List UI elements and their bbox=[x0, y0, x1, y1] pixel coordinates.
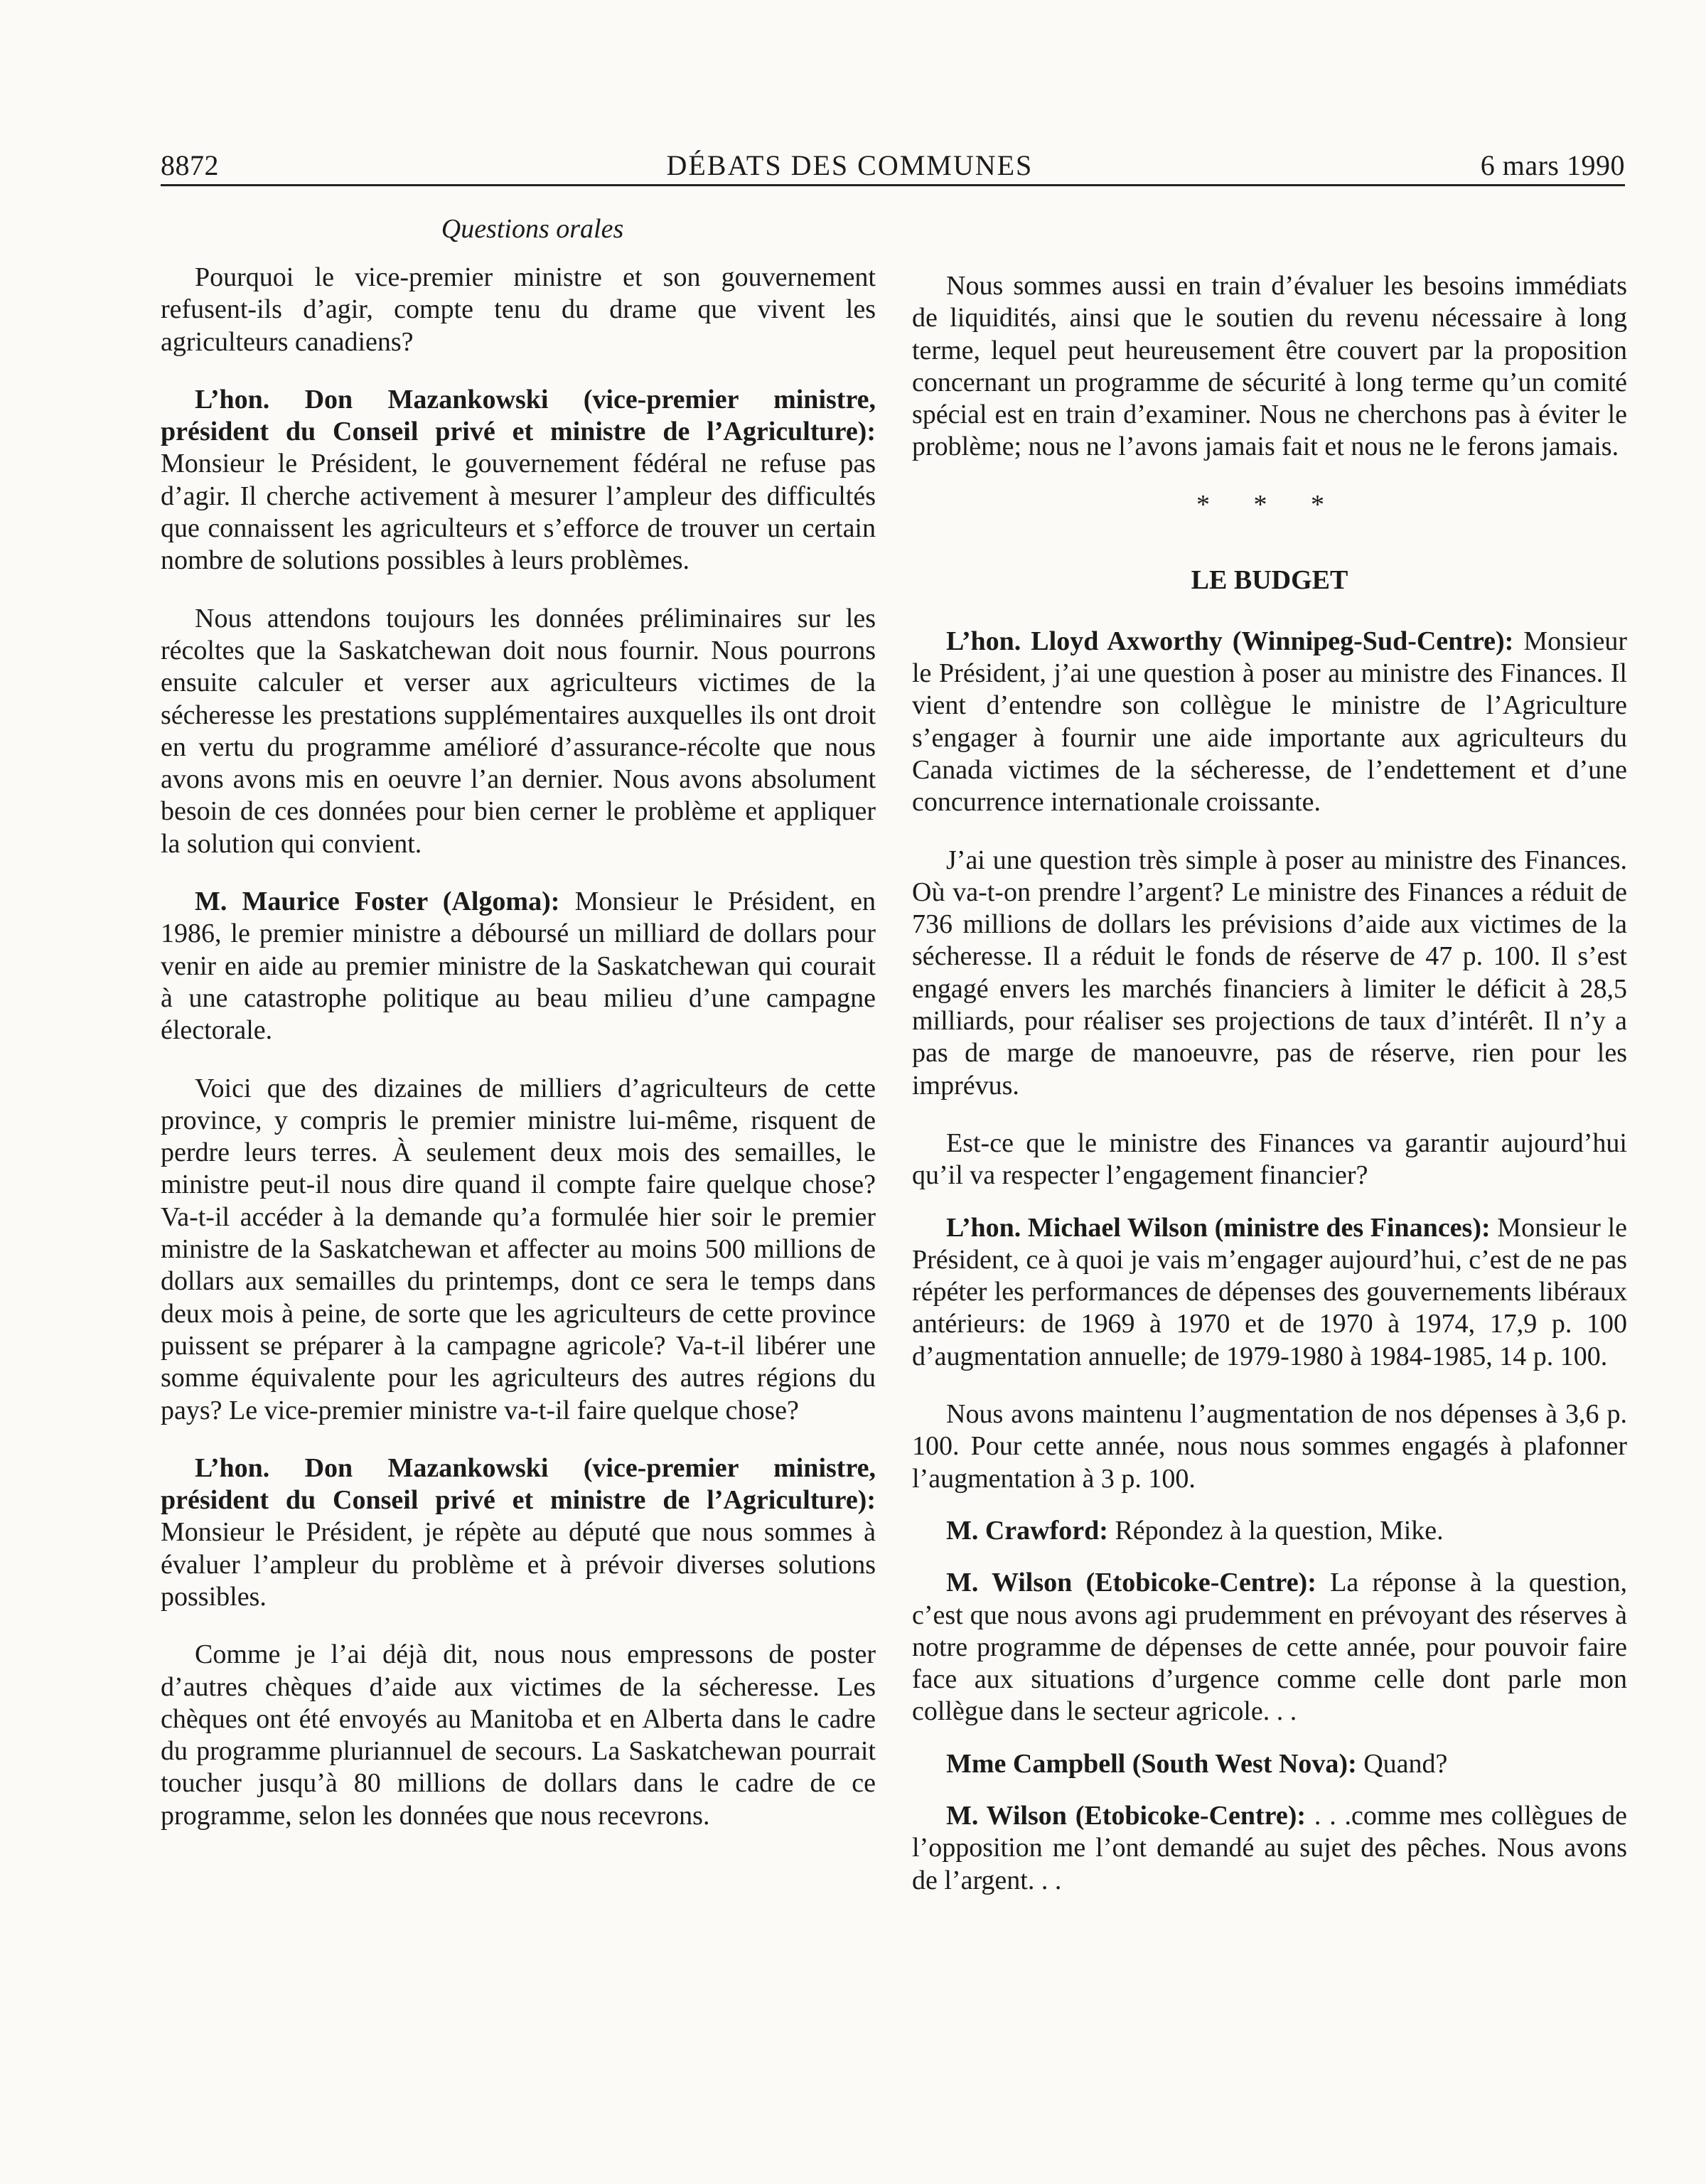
paragraph-text: J’ai une question très simple à poser au ministre des Finances. Où va-t-on prendre l’argent? Le ministre des Finances a réduit de 736 millions de dollars les prévisions d’aide aux victimes de la sécheresse. Il a réduit le fonds de réserve de 47 p. 100. Il s’est engagé envers les marchés financiers à limiter le déficit à 28,5 milliards, pour réaliser ses projections de taux d’intérêt. Il n’y a pas de marge de manoeuvre, pas de réserve, rien pour les imprévus. bbox=[912, 845, 1627, 1101]
paragraph bbox=[912, 1748, 1627, 1780]
paragraph bbox=[161, 886, 876, 1046]
paragraph bbox=[912, 1567, 1627, 1728]
paragraph bbox=[161, 1073, 876, 1427]
paragraph bbox=[161, 1639, 876, 1832]
paragraph-text: Monsieur le Président, en 1986, le premier ministre a déboursé un milliard de dollars pour venir en aide au premier ministre de la Saskatchewan qui courait à une catastrophe politique au beau milieu d’une campagne électorale. bbox=[161, 887, 876, 1046]
speaker-name: Mme Campbell (South West Nova): bbox=[946, 1748, 1357, 1779]
paragraph-text: Pourquoi le vice-premier ministre et son gouvernement refusent-ils d’agir, compte tenu du drame que vivent les agriculteurs canadiens? bbox=[161, 262, 876, 357]
paragraph-text: Monsieur le Président, ce à quoi je vais m’engager aujourd’hui, c’est de ne pas répéter les performances de dépenses des gouvernements libéraux antérieurs: de 1969 à 1970 et de 1970 à 1974, 17,9 p. 100 d’augmentation annuelle; de 1979-1980 à 1984-1985, 14 p. 100. bbox=[912, 1212, 1628, 1371]
paragraph bbox=[912, 845, 1627, 1102]
right-column bbox=[912, 270, 1627, 1917]
section-title: Questions orales bbox=[441, 214, 624, 244]
paragraph bbox=[912, 1398, 1627, 1495]
paragraph-text: Monsieur le Président, je répète au député que nous sommes à évaluer l’ampleur du problème et à prévoir diverses solutions possibles. bbox=[161, 1517, 876, 1612]
speaker-name: M. Wilson (Etobicoke-Centre): bbox=[946, 1568, 1316, 1598]
paragraph-text: La réponse à la question, c’est que nous avons agi prudemment en prévoyant des réserves à notre programme de dépenses de cette année, pour pouvoir faire face aux situations d’urgence comme celle dont parle mon collègue dans le secteur agricole. . . bbox=[912, 1568, 1627, 1727]
paragraph-text: Répondez à la question, Mike. bbox=[1115, 1515, 1444, 1546]
paragraph bbox=[912, 270, 1627, 464]
paragraph-text: Comme je l’ai déjà dit, nous nous empressons de poster d’autres chèques d’aide aux victimes de la sécheresse. Les chèques ont été envoyés au Manitoba et en Alberta dans le cadre du programme pluriannuel de secours. La Saskatchewan pourrait toucher jusqu’à 80 millions de dollars dans le cadre de ce programme, selon les données que nous recevrons. bbox=[161, 1639, 876, 1831]
paragraph bbox=[161, 1452, 876, 1613]
speaker-name: L’hon. Michael Wilson (ministre des Finances): bbox=[946, 1212, 1491, 1243]
left-column bbox=[161, 213, 876, 1858]
paragraph bbox=[912, 1800, 1627, 1897]
speaker-name: L’hon. Lloyd Axworthy (Winnipeg-Sud-Centre): bbox=[946, 626, 1514, 656]
paragraph-text: Nous avons maintenu l’augmentation de nos dépenses à 3,6 p. 100. Pour cette année, nous nous sommes engagés à plafonner l’augmentation à 3 p. 100. bbox=[912, 1399, 1627, 1494]
section-separator: * * * bbox=[1196, 489, 1343, 520]
paragraph-text: Voici que des dizaines de milliers d’agriculteurs de cette province, y compris le premier ministre lui-même, risquent de perdre leurs terres. À seulement deux mois des semailles, le ministre peut-il nous dire quand il compte faire quelque chose? Va-t-il accéder à la demande qu’a formulée hier soir le premier ministre de la Saskatchewan et affecter au moins 500 millions de dollars aux semailles du printemps, dont ce sera le temps dans deux mois à peine, de sorte que les agriculteurs de cette province puissent se préparer à la campagne agricole? Va-t-il libérer une somme équivalente pour les agriculteurs des autres régions du pays? Le vice-premier ministre va-t-il faire quelque chose? bbox=[161, 1073, 876, 1425]
paragraph bbox=[912, 626, 1627, 819]
paragraph bbox=[912, 1515, 1627, 1547]
speaker-name: M. Crawford: bbox=[946, 1515, 1108, 1546]
paragraph-text: Monsieur le Président, j’ai une question à poser au ministre des Finances. Il vient d’entendre son collègue le ministre de l’Agriculture s’engager à fournir une aide importante aux agriculteurs du Canada victimes de la sécheresse, de l’endettement et d’une concurrence internationale croissante. bbox=[912, 626, 1627, 818]
paragraph-text: Quand? bbox=[1363, 1748, 1448, 1779]
speaker-name: L’hon. Don Mazankowski (vice-premier ministre, président du Conseil privé et ministre de l’Agriculture): bbox=[161, 1452, 876, 1516]
paragraph bbox=[912, 1212, 1627, 1373]
speaker-name: M. Maurice Foster (Algoma): bbox=[195, 887, 560, 917]
publication-title: DÉBATS DES COMMUNES bbox=[666, 149, 1034, 181]
page-header bbox=[161, 139, 1625, 182]
paragraph bbox=[161, 384, 876, 577]
page-date: 6 mars 1990 bbox=[1480, 149, 1625, 181]
paragraph bbox=[161, 603, 876, 860]
header-rule bbox=[161, 184, 1625, 186]
speaker-name: M. Wilson (Etobicoke-Centre): bbox=[946, 1800, 1307, 1831]
paragraph-text: Nous sommes aussi en train d’évaluer les besoins immédiats de liquidités, ainsi que le soutien du revenu nécessaire à long terme, lequel peut heureusement être couvert par la proposition concernant un programme de sécurité à long terme qu’un comité spécial est en train d’examiner. Nous ne cherchons pas à éviter le problème; nous ne l’avons jamais fait et nous ne le ferons jamais. bbox=[912, 271, 1627, 462]
section-subheading: LE BUDGET bbox=[1191, 564, 1348, 595]
page-number: 8872 bbox=[161, 149, 219, 181]
paragraph-text: . . .comme mes collègues de l’opposition me l’ont demandé au sujet des pêches. Nous avons de l’argent. . . bbox=[912, 1800, 1627, 1895]
paragraph-text: Est-ce que le ministre des Finances va garantir aujourd’hui qu’il va respecter l’engagement financier? bbox=[912, 1128, 1627, 1191]
paragraph bbox=[161, 262, 876, 358]
paragraph bbox=[912, 1128, 1627, 1192]
paragraph-text: Monsieur le Président, le gouvernement fédéral ne refuse pas d’agir. Il cherche activement à mesurer l’ampleur des difficultés que connaissent les agriculteurs et s’efforce de trouver un certain nombre de solutions possibles à leurs problèmes. bbox=[161, 449, 876, 576]
paragraph-text: Nous attendons toujours les données préliminaires sur les récoltes que la Saskatchewan doit nous fournir. Nous pourrons ensuite calculer et verser aux agriculteurs victimes de la sécheresse les prestations supplémentaires auxquelles ils ont droit en vertu du programme amélioré d’assurance-récolte que nous avons avons mis en oeuvre l’an dernier. Nous avons absolument besoin de ces données pour bien cerner le problème et appliquer la solution qui convient. bbox=[161, 603, 876, 859]
speaker-name: L’hon. Don Mazankowski (vice-premier ministre, président du Conseil privé et ministre de l’Agriculture): bbox=[161, 384, 876, 447]
